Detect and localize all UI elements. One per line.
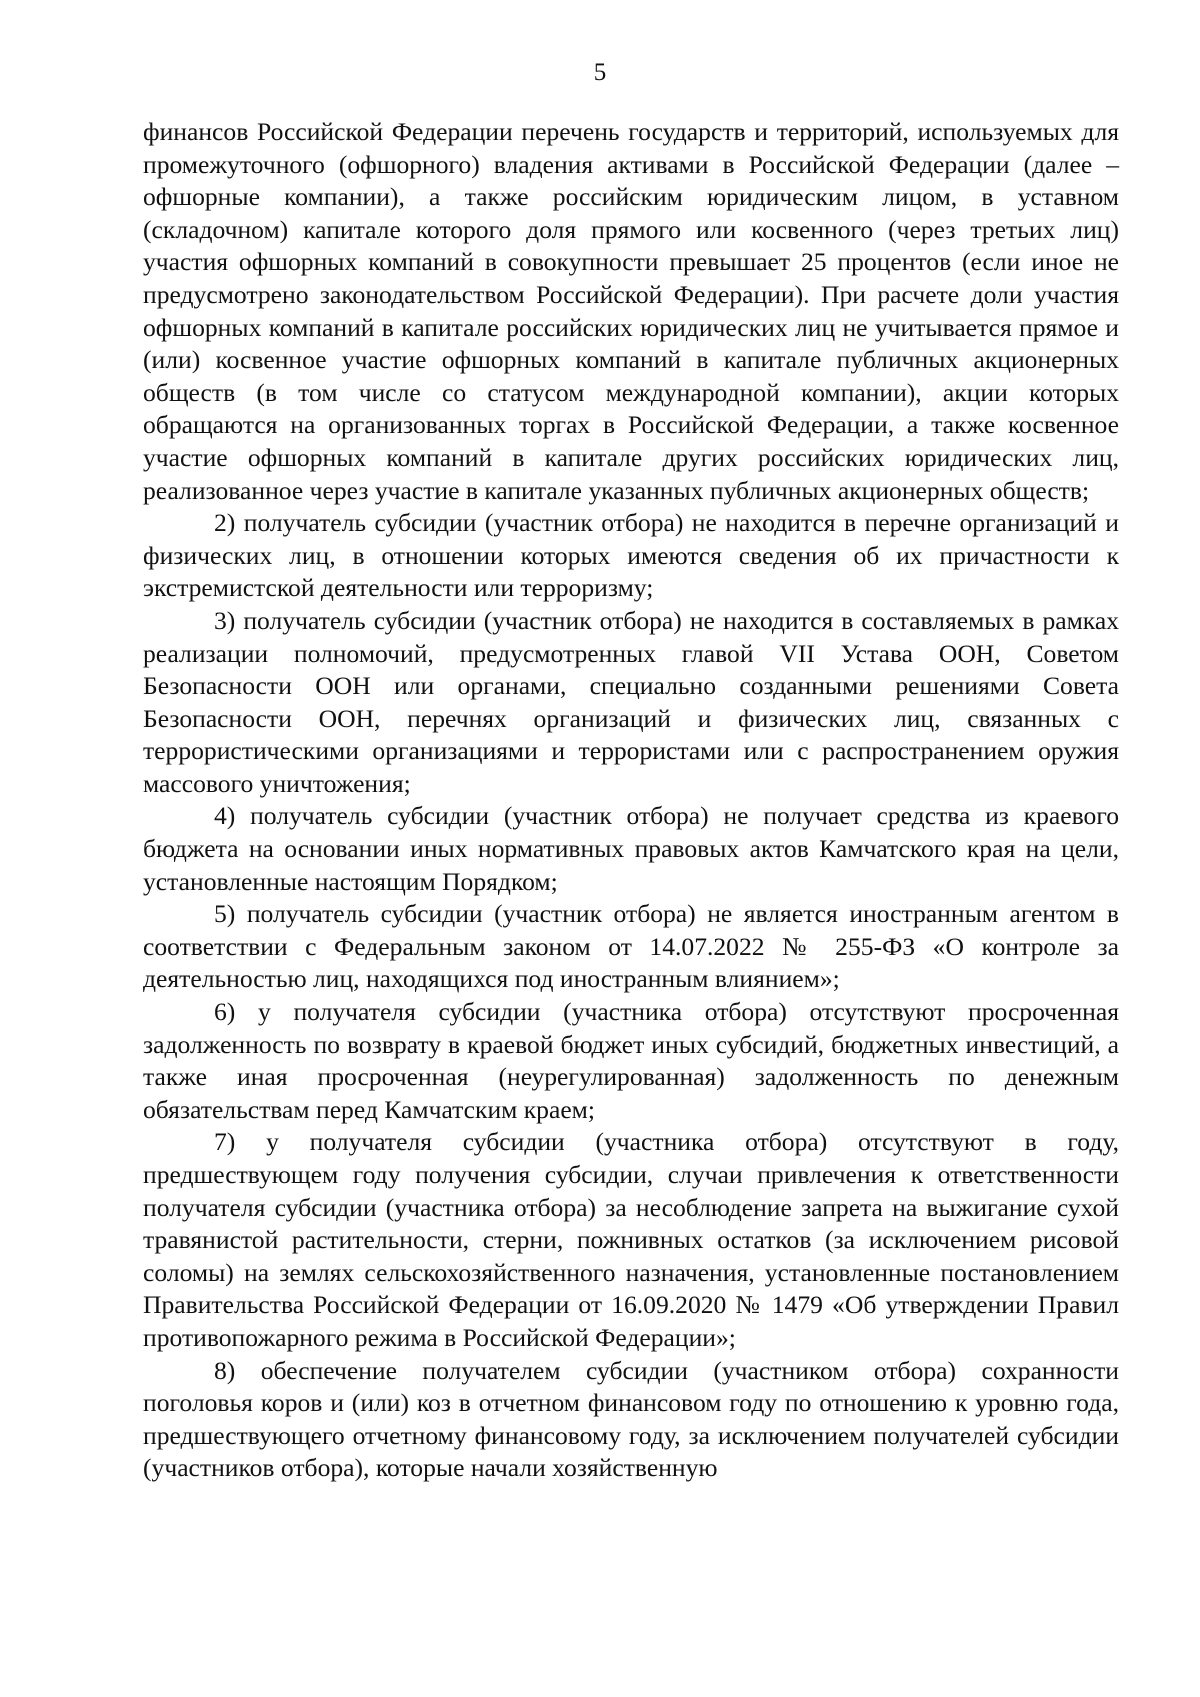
paragraph-item-8: 8) обеспечение получателем субсидии (участником отбора) сохранности поголовья коров и (или) коз в отчетном финансовом году по отношению к уровню года, предшествующего отчетному финансовому году, за исключением получателей субсидии (участников отбора), которые начали хозяйственную bbox=[143, 1355, 1119, 1483]
paragraph-continuation: финансов Российской Федерации перечень государств и территорий, используемых для промежуточного (офшорного) владения активами в Российской Федерации (далее – офшорные компании), а также российским юридическим лицом, в уставном (складочном) капитале которого доля прямого или косвенного (через третьих лиц) участия офшорных компаний в совокупности превышает 25 процентов (если иное не предусмотрено законодательством Российской Федерации). При расчете доли участия офшорных компаний в капитале российских юридических лиц не учитывается прямое и (или) косвенное участие офшорных компаний в капитале публичных акционерных обществ (в том числе со статусом международной компании), акции которых обращаются на организованных торгах в Российской Федерации, а также косвенное участие офшорных компаний в капитале других российских юридических лиц, реализованное через участие в капитале указанных публичных акционерных обществ; bbox=[143, 117, 1119, 505]
document-body bbox=[143, 116, 1119, 1485]
paragraph-item-6: 6) у получателя субсидии (участника отбора) отсутствуют просроченная задолженность по возврату в краевой бюджет иных субсидий, бюджетных инвестиций, а также иная просроченная (неурегулированная) задолженность по денежным обязательствам перед Камчатским краем; bbox=[143, 997, 1119, 1124]
paragraph-item-3: 3) получатель субсидии (участник отбора) не находится в составляемых в рамках реализации полномочий, предусмотренных главой VII Устава ООН, Советом Безопасности ООН или органами, специально созданными решениями Совета Безопасности ООН, перечнях организаций и физических лиц, связанных с террористическими организациями и террористами или с распространением оружия массового уничтожения; bbox=[143, 605, 1119, 798]
paragraph-item-2: 2) получатель субсидии (участник отбора) не находится в перечне организаций и физических лиц, в отношении которых имеются сведения об их причастности к экстремистской деятельности или терроризму; bbox=[143, 508, 1119, 603]
paragraph-item-4: 4) получатель субсидии (участник отбора) не получает средства из краевого бюджета на основании иных нормативных правовых актов Камчатского края на цели, установленные настоящим Порядком; bbox=[143, 801, 1119, 896]
paragraph-item-7: 7) у получателя субсидии (участника отбора) отсутствуют в году, предшествующем году получения субсидии, случаи привлечения к ответственности получателя субсидии (участника отбора) за несоблюдение запрета на выжигание сухой травянистой растительности, стерни, пожнивных остатков (за исключением рисовой соломы) на землях сельскохозяйственного назначения, установленные постановлением Правительства Российской Федерации от 16.09.2020 № 1479 «Об утверждении Правил противопожарного режима в Российской Федерации»; bbox=[143, 1127, 1119, 1352]
paragraph-item-5: 5) получатель субсидии (участник отбора) не является иностранным агентом в соответствии с Федеральным законом от 14.07.2022 № 255-ФЗ «О контроле за деятельностью лиц, находящихся под иностранным влиянием»; bbox=[143, 899, 1119, 994]
page-number: 5 bbox=[593, 59, 607, 86]
